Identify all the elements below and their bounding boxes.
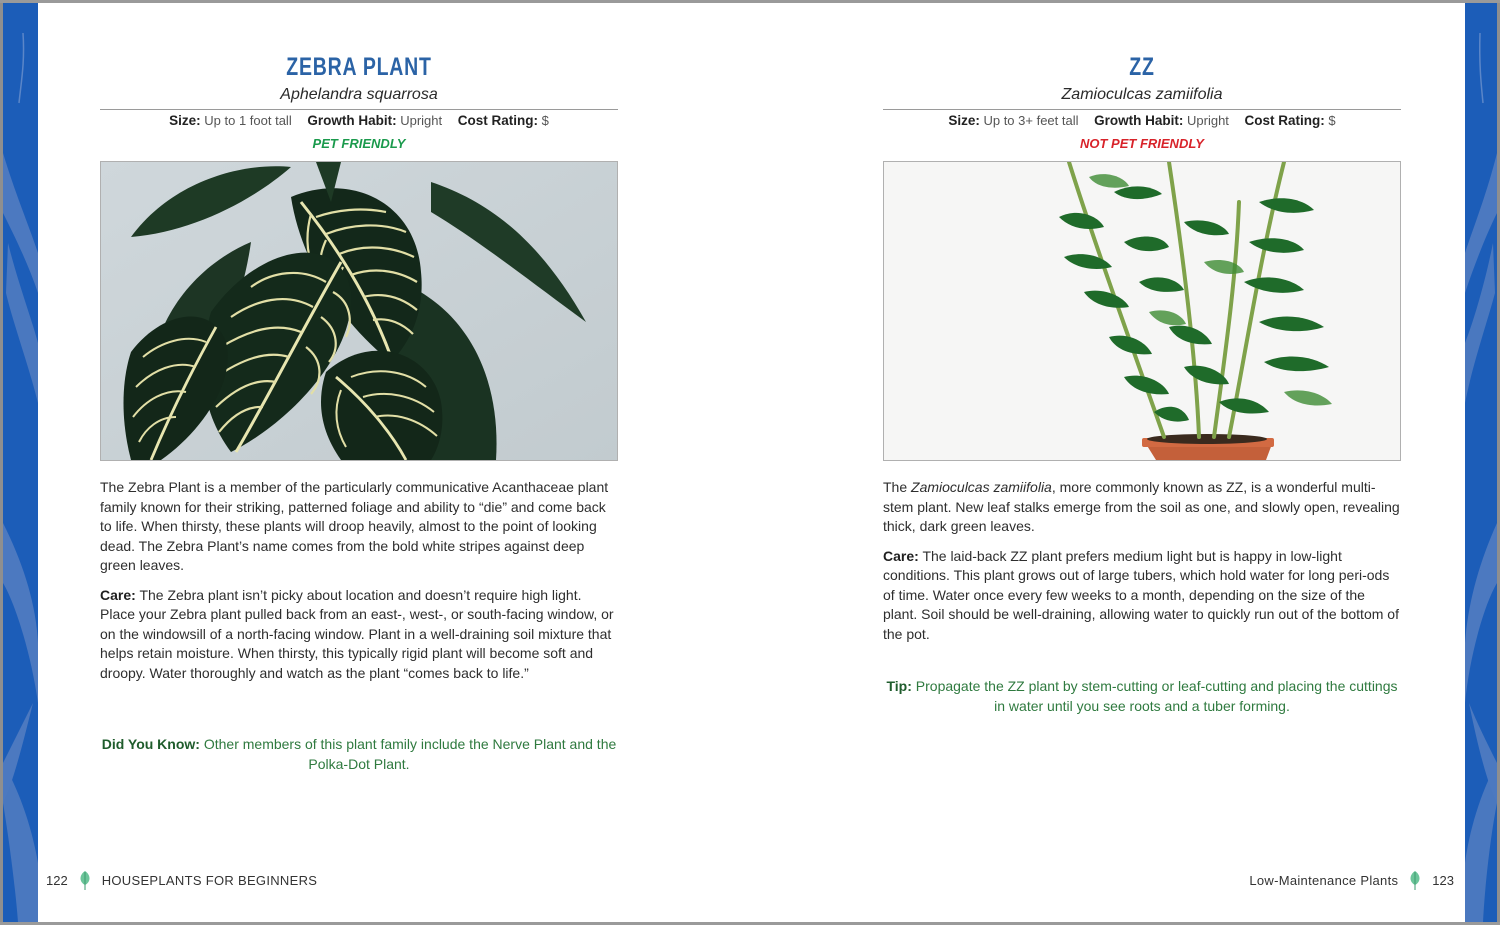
size-field [948, 113, 1078, 128]
leaf-pattern-icon [3, 3, 38, 922]
plant-description [883, 478, 1401, 644]
care-text: The laid-back ZZ plant prefers medium light but is happy in low-light conditions. This plant grows out of large tubers, which hold water for long peri-ods of time. Water once every few weeks to a month, depending on the size of the plant. Soil should be well-draining, allowing water to quickly run out of the bottom of the pot. [883, 547, 1399, 642]
size-field [169, 113, 292, 128]
plant-latin-name: Zamioculcas zamiifolia [1061, 86, 1223, 103]
description-prefix: The [883, 479, 912, 495]
size-value: Up to 1 foot tall [204, 113, 292, 128]
zz-plant-photo [883, 161, 1401, 461]
size-label: Size: [169, 113, 201, 128]
leaf-icon [78, 869, 92, 891]
size-label: Size: [948, 113, 980, 128]
plant-entry-zz [883, 0, 1401, 654]
cost-label: Cost Rating: [1244, 113, 1325, 128]
plant-entry-zebra [100, 0, 618, 693]
did-you-know-callout [100, 735, 618, 774]
growth-label: Growth Habit: [307, 113, 397, 128]
callout-text: Other members of this plant family include the Nerve Plant and the Polka-Dot Plant. [203, 736, 617, 772]
pet-status-badge: NOT PET FRIENDLY [1080, 136, 1204, 151]
care-label: Care: [883, 547, 919, 564]
title-divider [100, 109, 618, 110]
pet-status-badge: PET FRIENDLY [312, 136, 406, 151]
leaf-pattern-icon [1465, 3, 1497, 922]
cost-field [458, 113, 549, 128]
care-paragraph [883, 547, 1401, 645]
growth-field [1094, 113, 1229, 128]
zz-plant-image-icon [884, 162, 1400, 460]
plant-latin-name: Aphelandra squarrosa [280, 86, 438, 103]
plant-meta [100, 113, 618, 131]
growth-value: Upright [1187, 113, 1229, 128]
left-folio [46, 869, 317, 891]
plant-title: ZEBRA PLANT [286, 53, 432, 81]
zebra-plant-photo [100, 161, 618, 461]
plant-title: ZZ [1129, 53, 1155, 81]
description-latin: Zamioculcas zamiifolia [911, 479, 1052, 495]
running-head-left: HOUSEPLANTS FOR BEGINNERS [101, 872, 318, 888]
growth-value: Upright [400, 113, 443, 128]
right-decorative-band [1465, 3, 1497, 922]
page-number-right: 123 [1432, 872, 1454, 888]
callout-label: Did You Know: [101, 736, 200, 752]
callout-text: Propagate the ZZ plant by stem-cutting or leaf-cutting and placing the cuttings in water until you see roots and a tuber forming. [915, 678, 1398, 714]
left-decorative-band [3, 3, 38, 922]
growth-label: Growth Habit: [1094, 113, 1184, 128]
callout-label: Tip: [886, 678, 912, 694]
cost-field [1245, 113, 1336, 128]
tip-callout [883, 677, 1401, 716]
page-number-left: 122 [46, 872, 68, 888]
care-label: Care: [100, 586, 136, 603]
right-folio [1249, 869, 1454, 891]
zebra-plant-image-icon [101, 162, 617, 460]
description-paragraph: The Zebra Plant is a member of the particularly communicative Acanthaceae plant family known for their striking, patterned foliage and ability to “die” and come back to life. When thirsty, these plants will droop heavily, almost to the point of looking dead. The Zebra Plant’s name comes from the bold white stripes against deep green leaves. [100, 479, 609, 573]
growth-field [307, 113, 442, 128]
cost-value: $ [1328, 113, 1336, 128]
plant-description [100, 478, 618, 683]
cost-label: Cost Rating: [457, 113, 539, 128]
description-paragraph [883, 478, 1401, 537]
care-text: The Zebra plant isn’t picky about location and doesn’t require high light. Place your Zebra plant pulled back from an east-, west-, or south-facing window, or on the windowsill of a north-facing window. Plant in a well-draining soil mixture that helps retain moisture. When thirsty, this typically rigid plant will become soft and droopy. Water thoroughly and watch as the plant “comes back to life.” [100, 586, 614, 681]
description-text: , more commonly known as ZZ, is a wonderful multi-stem plant. New leaf stalks emerge from the soil as one, and slowly open, revealing thick, dark green leaves. [883, 479, 1400, 534]
cost-value: $ [541, 113, 549, 128]
running-head-right: Low-Maintenance Plants [1249, 872, 1399, 888]
size-value: Up to 3+ feet tall [983, 113, 1079, 128]
plant-meta [883, 113, 1401, 131]
leaf-icon [1408, 869, 1422, 891]
title-divider [883, 109, 1401, 110]
care-paragraph [100, 586, 618, 684]
